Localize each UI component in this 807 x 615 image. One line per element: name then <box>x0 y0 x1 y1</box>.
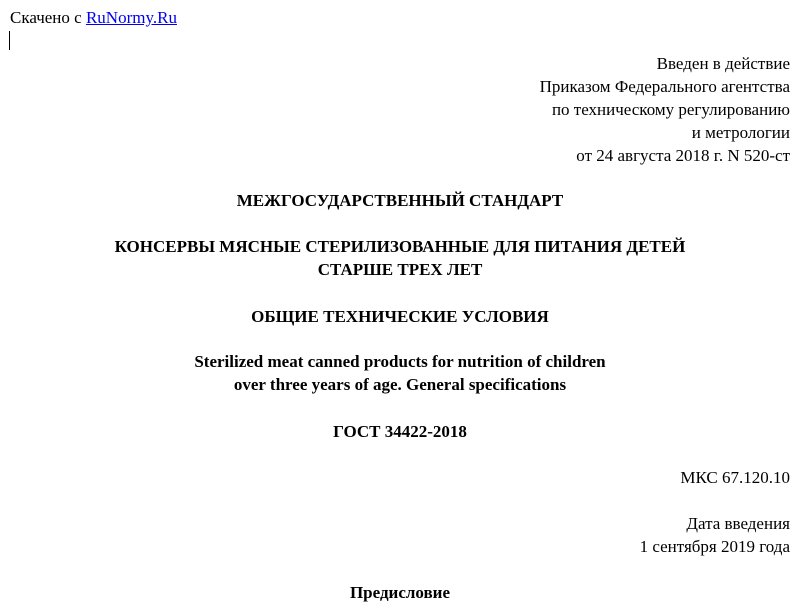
foreword-heading: Предисловие <box>349 583 451 602</box>
text-cursor <box>9 31 10 50</box>
enactment-line: и метрологии <box>691 123 790 142</box>
source-line <box>10 6 177 29</box>
enactment-line: от 24 августа 2018 г. N 520-ст <box>576 146 790 165</box>
title-ru-line: СТАРШЕ ТРЕХ ЛЕТ <box>317 260 483 279</box>
enactment-line: Введен в действие <box>656 54 790 73</box>
title-ru-line: КОНСЕРВЫ МЯСНЫЕ СТЕРИЛИЗОВАННЫЕ ДЛЯ ПИТАНИЯ ДЕТЕЙ <box>114 237 686 256</box>
standard-type-heading: МЕЖГОСУДАРСТВЕННЫЙ СТАНДАРТ <box>236 191 564 210</box>
intro-date-value: 1 сентября 2019 года <box>639 537 790 556</box>
enactment-line: по техническому регулированию <box>551 100 790 119</box>
enactment-line: Приказом Федерального агентства <box>539 77 790 96</box>
title-en <box>0 350 800 396</box>
title-en-line: Sterilized meat canned products for nutrition of children <box>194 352 606 371</box>
title-en-line: over three years of age. General specifications <box>233 375 567 394</box>
mks-code: МКС 67.120.10 <box>680 468 790 487</box>
gost-number: ГОСТ 34422-2018 <box>333 422 467 441</box>
title-ru <box>0 235 800 281</box>
intro-date-label: Дата введения <box>686 514 790 533</box>
runormy-link[interactable]: RuNormy.Ru <box>85 8 177 27</box>
source-prefix: Скачено с <box>10 8 86 27</box>
subtitle-ru: ОБЩИЕ ТЕХНИЧЕСКИЕ УСЛОВИЯ <box>251 307 549 326</box>
enactment-block <box>540 52 790 167</box>
